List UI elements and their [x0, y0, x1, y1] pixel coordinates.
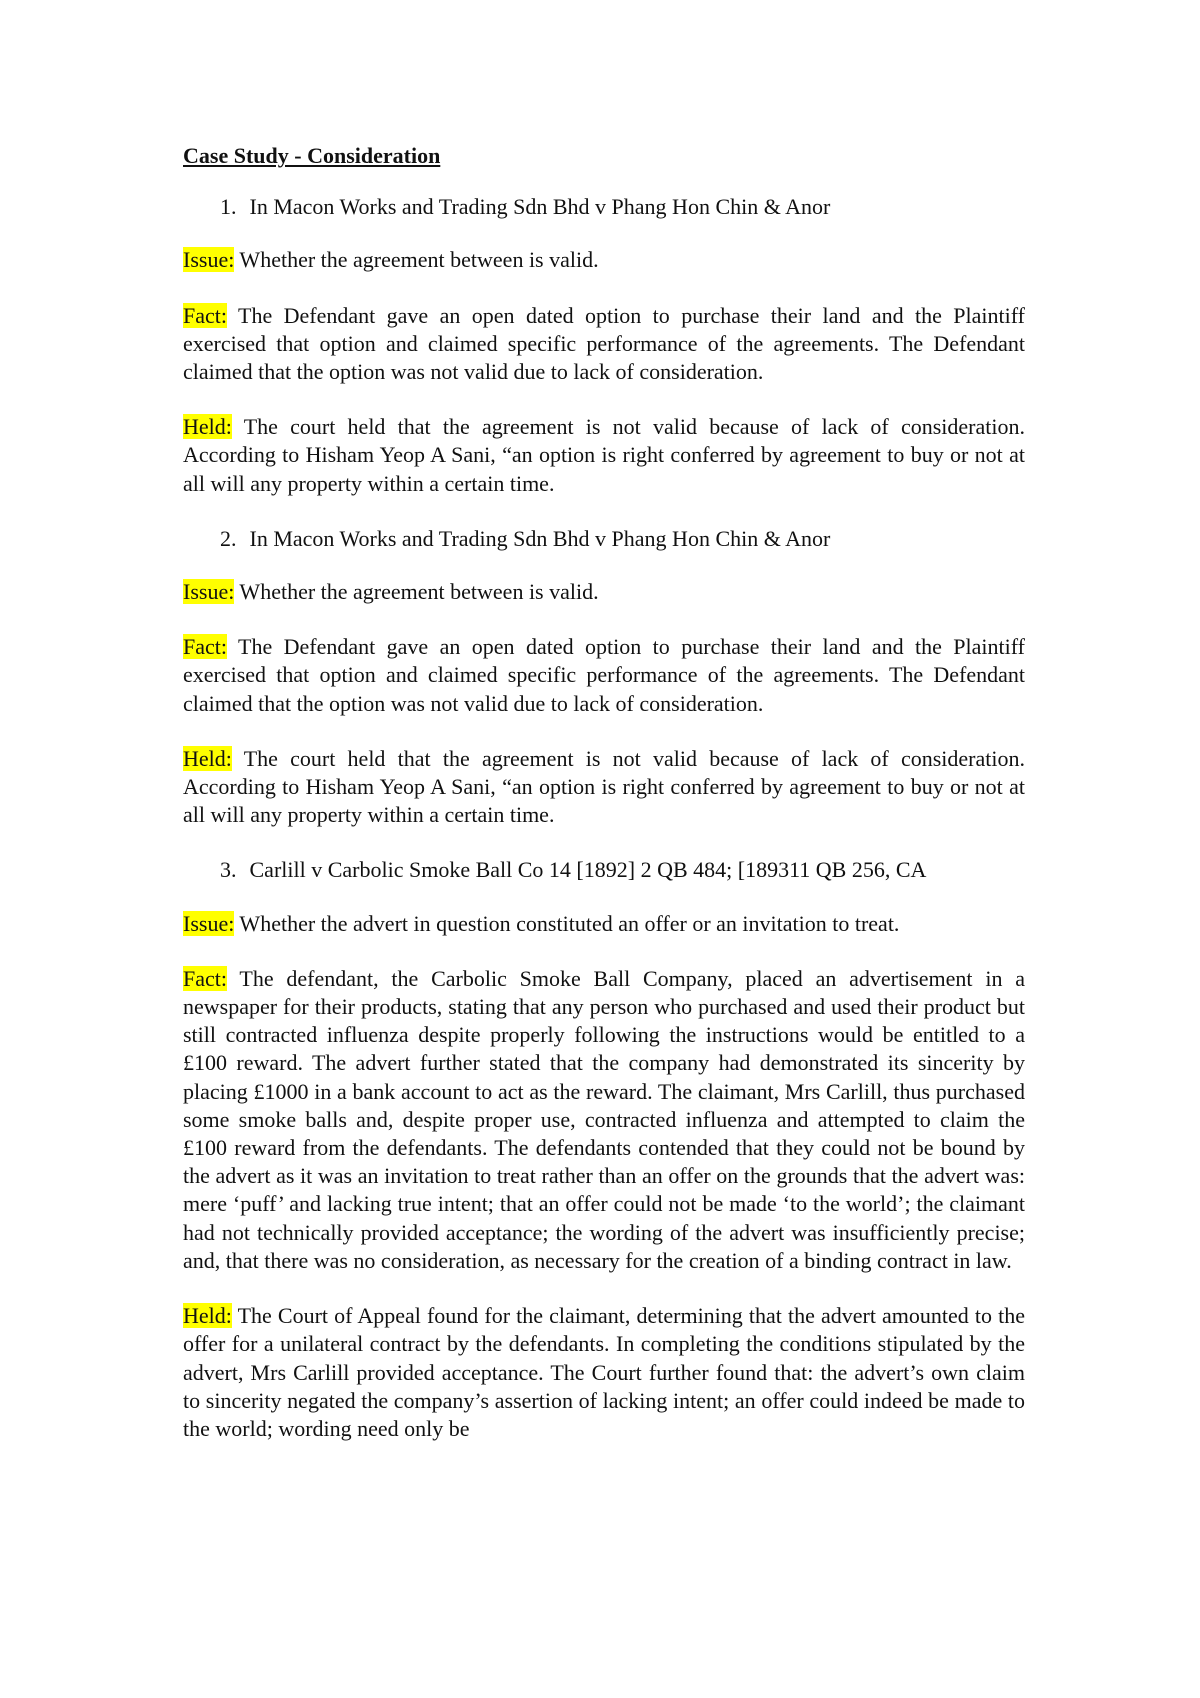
issue-paragraph: [183, 910, 1025, 938]
issue-text: Whether the advert in question constituted an offer or an invitation to treat.: [234, 910, 900, 936]
held-text: The Court of Appeal found for the claimant, determining that the advert amounted to the offer for a unilateral contract by the defendants. In completing the conditions stipulated by the advert, Mrs Carlill provided acceptance. The Court further found that: the advert’s own claim to sincerity negated the company’s assertion of lacking intent; an offer could indeed be made to the world; wording need only be: [183, 1303, 1025, 1441]
case-number: 3.: [220, 857, 237, 883]
fact-text: The Defendant gave an open dated option to purchase their land and the Plaintiff exercised that option and claimed specific performance of the agreements. The Defendant claimed that the option was not valid due to lack of consideration.: [183, 634, 1025, 716]
held-paragraph: [183, 745, 1025, 830]
fact-paragraph: [183, 965, 1025, 1275]
issue-paragraph: [183, 246, 1025, 274]
fact-paragraph: [183, 633, 1025, 718]
fact-label: Fact:: [183, 965, 227, 991]
held-label: Held:: [183, 414, 232, 440]
fact-text: The Defendant gave an open dated option to purchase their land and the Plaintiff exercised that option and claimed specific performance of the agreements. The Defendant claimed that the option was not valid due to lack of consideration.: [183, 302, 1025, 385]
case-name: In Macon Works and Trading Sdn Bhd v Phang Hon Chin & Anor: [249, 525, 831, 551]
document-page: [183, 142, 1025, 1470]
held-text: The court held that the agreement is not valid because of lack of consideration. According to Hisham Yeop A Sani, “an option is right conferred by agreement to buy or not at all will any property within a certain time.: [183, 414, 1025, 496]
issue-label: Issue:: [183, 247, 235, 273]
issue-label: Issue:: [183, 579, 235, 605]
case-number: 2.: [220, 525, 237, 551]
case-number: 1.: [220, 194, 237, 220]
held-paragraph: [183, 1302, 1025, 1443]
case-name: In Macon Works and Trading Sdn Bhd v Phang Hon Chin & Anor: [249, 194, 831, 220]
held-paragraph: [183, 413, 1025, 498]
issue-text: Whether the agreement between is valid.: [234, 247, 599, 273]
fact-text: The defendant, the Carbolic Smoke Ball Company, placed an advertisement in a newspaper for their products, stating that any person who purchased and used their product but still contracted influenza despite properly following the instructions would be entitled to a £100 reward. The advert further stated that the company had demonstrated its sincerity by placing £1000 in a bank account to act as the reward. The claimant, Mrs Carlill, thus purchased some smoke balls and, despite proper use, contracted influenza and attempted to claim the £100 reward from the defendants. The defendants contended that they could not be bound by the advert as it was an invitation to treat rather than an offer on the grounds that the advert was: mere ‘puff’ and lacking true intent; that an offer could not be made ‘to the world’; the claimant had not technically provided acceptance; the wording of the advert was insufficiently precise; and, that there was no consideration, as necessary for the creation of a binding contract in law.: [183, 965, 1025, 1273]
held-label: Held:: [183, 745, 232, 771]
document-title: Case Study - Consideration: [183, 143, 441, 168]
fact-label: Fact:: [183, 302, 227, 328]
held-text: The court held that the agreement is not valid because of lack of consideration. According to Hisham Yeop A Sani, “an option is right conferred by agreement to buy or not at all will any property within a certain time.: [183, 745, 1025, 828]
fact-label: Fact:: [183, 634, 227, 660]
case-heading: [220, 856, 1025, 884]
issue-paragraph: [183, 578, 1025, 606]
fact-paragraph: [183, 302, 1025, 387]
held-label: Held:: [183, 1303, 232, 1329]
case-heading: [220, 193, 1025, 221]
issue-label: Issue:: [183, 910, 235, 936]
issue-text: Whether the agreement between is valid.: [234, 579, 599, 605]
case-name: Carlill v Carbolic Smoke Ball Co 14 [1892] 2 QB 484; [189311 QB 256, CA: [249, 857, 927, 883]
case-heading: [220, 525, 1025, 553]
